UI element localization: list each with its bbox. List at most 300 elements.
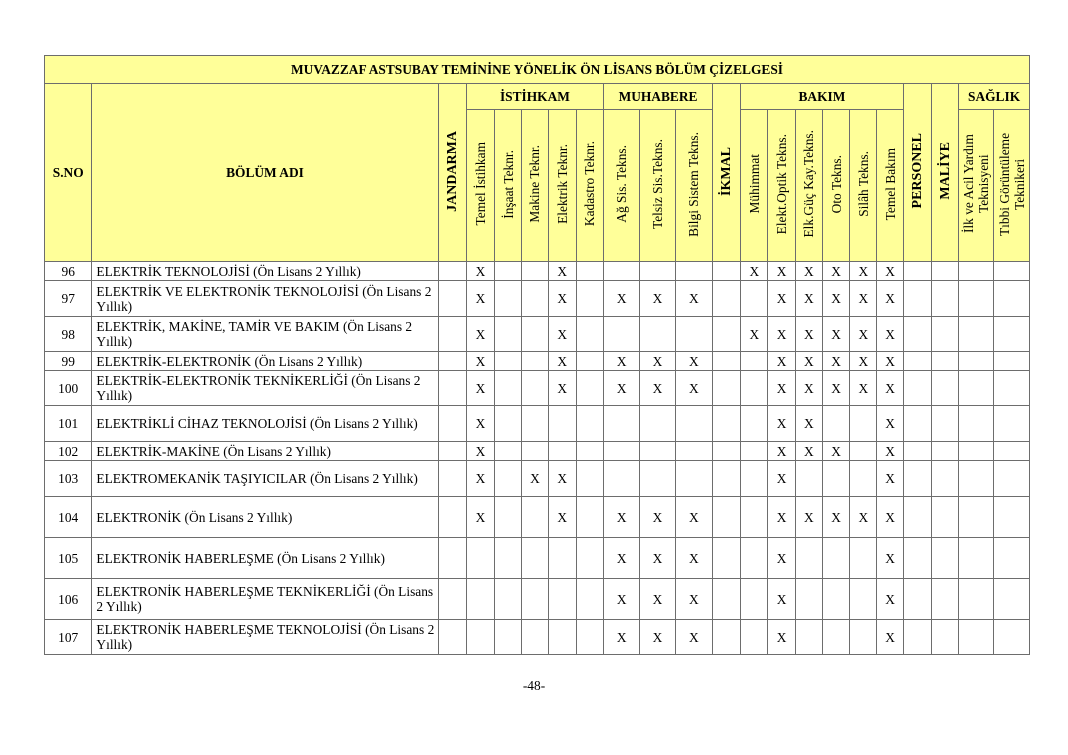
- header-ilk-ve-acil-yardim: İlk ve Acil Yardım Teknisyeni: [959, 110, 994, 262]
- row-mark-cell: [495, 620, 522, 655]
- row-mark-cell: [522, 538, 548, 579]
- row-mark-cell: [576, 281, 603, 317]
- table-row: [45, 281, 1030, 317]
- row-mark-cell: X: [522, 461, 548, 497]
- row-mark-cell: [495, 406, 522, 442]
- row-mark-cell: [466, 620, 494, 655]
- row-mark-cell: [850, 579, 877, 620]
- row-department-name: ELEKTRİK-MAKİNE (Ön Lisans 2 Yıllık): [92, 442, 438, 461]
- row-mark-cell: [712, 406, 740, 442]
- row-mark-cell: [438, 406, 466, 442]
- header-bolum-adi: BÖLÜM ADI: [92, 84, 438, 262]
- row-mark-cell: X: [822, 371, 849, 406]
- row-mark-cell: [994, 317, 1030, 352]
- row-mark-cell: [495, 262, 522, 281]
- row-sno: 103: [45, 461, 92, 497]
- row-mark-cell: [438, 442, 466, 461]
- row-mark-cell: X: [877, 371, 903, 406]
- row-mark-cell: X: [768, 281, 795, 317]
- row-mark-cell: [576, 371, 603, 406]
- row-mark-cell: X: [877, 620, 903, 655]
- row-mark-cell: [903, 538, 931, 579]
- row-mark-cell: [438, 262, 466, 281]
- row-mark-cell: [712, 352, 740, 371]
- row-mark-cell: [850, 620, 877, 655]
- row-mark-cell: X: [548, 262, 576, 281]
- row-mark-cell: X: [877, 442, 903, 461]
- row-department-name: ELEKTRONİK (Ön Lisans 2 Yıllık): [92, 497, 438, 538]
- row-mark-cell: X: [877, 352, 903, 371]
- row-mark-cell: [795, 538, 822, 579]
- row-mark-cell: X: [822, 442, 849, 461]
- header-elk-guc-kay-tekns: Elk.Güç Kay.Tekns.: [795, 110, 822, 262]
- header-bilgi-sistem-tekns: Bilgi Sistem Tekns.: [675, 110, 712, 262]
- row-mark-cell: [604, 461, 640, 497]
- row-mark-cell: [959, 281, 994, 317]
- row-mark-cell: X: [768, 461, 795, 497]
- row-sno: 105: [45, 538, 92, 579]
- table-row: [45, 371, 1030, 406]
- row-mark-cell: [675, 317, 712, 352]
- row-mark-cell: X: [548, 497, 576, 538]
- row-mark-cell: [994, 352, 1030, 371]
- row-mark-cell: [931, 352, 958, 371]
- row-mark-cell: [576, 406, 603, 442]
- row-mark-cell: [712, 442, 740, 461]
- row-mark-cell: [522, 442, 548, 461]
- row-mark-cell: X: [640, 281, 675, 317]
- row-mark-cell: [822, 620, 849, 655]
- row-mark-cell: X: [604, 579, 640, 620]
- row-mark-cell: X: [741, 262, 768, 281]
- row-mark-cell: [850, 442, 877, 461]
- row-mark-cell: [903, 497, 931, 538]
- row-mark-cell: [495, 497, 522, 538]
- row-mark-cell: [931, 317, 958, 352]
- row-mark-cell: X: [604, 497, 640, 538]
- row-mark-cell: [994, 579, 1030, 620]
- row-mark-cell: X: [548, 281, 576, 317]
- row-mark-cell: [931, 281, 958, 317]
- row-mark-cell: [931, 538, 958, 579]
- row-mark-cell: X: [675, 497, 712, 538]
- row-mark-cell: X: [877, 497, 903, 538]
- row-mark-cell: [640, 262, 675, 281]
- row-mark-cell: X: [850, 371, 877, 406]
- row-mark-cell: [495, 538, 522, 579]
- row-mark-cell: [903, 262, 931, 281]
- row-mark-cell: [741, 579, 768, 620]
- row-mark-cell: [712, 371, 740, 406]
- row-mark-cell: [931, 620, 958, 655]
- row-mark-cell: X: [850, 352, 877, 371]
- page-number: -48-: [522, 678, 546, 693]
- row-mark-cell: [576, 442, 603, 461]
- row-department-name: ELEKTRONİK HABERLEŞME TEKNİKERLİĞİ (Ön Lisans 2 Yıllık): [92, 579, 438, 620]
- row-mark-cell: [466, 538, 494, 579]
- row-mark-cell: [903, 281, 931, 317]
- row-mark-cell: X: [768, 579, 795, 620]
- row-mark-cell: X: [877, 406, 903, 442]
- row-mark-cell: [903, 317, 931, 352]
- row-mark-cell: [522, 620, 548, 655]
- row-mark-cell: [576, 579, 603, 620]
- row-mark-cell: X: [548, 371, 576, 406]
- row-mark-cell: X: [466, 352, 494, 371]
- row-mark-cell: X: [548, 317, 576, 352]
- row-mark-cell: [994, 538, 1030, 579]
- row-department-name: ELEKTRONİK HABERLEŞME (Ön Lisans 2 Yıllık): [92, 538, 438, 579]
- table-row: [45, 352, 1030, 371]
- row-department-name: ELEKTRİKLİ CİHAZ TEKNOLOJİSİ (Ön Lisans 2 Yıllık): [92, 406, 438, 442]
- row-mark-cell: [576, 352, 603, 371]
- row-sno: 98: [45, 317, 92, 352]
- row-mark-cell: X: [850, 262, 877, 281]
- row-mark-cell: X: [675, 620, 712, 655]
- row-mark-cell: [741, 352, 768, 371]
- header-jandarma: JANDARMA: [438, 84, 466, 262]
- row-mark-cell: [438, 281, 466, 317]
- row-mark-cell: [548, 538, 576, 579]
- row-mark-cell: [604, 262, 640, 281]
- row-mark-cell: [850, 538, 877, 579]
- row-mark-cell: [640, 317, 675, 352]
- row-mark-cell: [438, 352, 466, 371]
- row-mark-cell: X: [768, 317, 795, 352]
- table-row: [45, 317, 1030, 352]
- row-mark-cell: [712, 317, 740, 352]
- row-mark-cell: X: [795, 352, 822, 371]
- row-mark-cell: X: [466, 317, 494, 352]
- row-mark-cell: [903, 461, 931, 497]
- row-mark-cell: [675, 461, 712, 497]
- row-mark-cell: [576, 497, 603, 538]
- row-mark-cell: [994, 406, 1030, 442]
- row-mark-cell: [994, 281, 1030, 317]
- row-mark-cell: [712, 262, 740, 281]
- row-mark-cell: [548, 406, 576, 442]
- row-mark-cell: X: [466, 442, 494, 461]
- row-department-name: ELEKTRİK-ELEKTRONİK (Ön Lisans 2 Yıllık): [92, 352, 438, 371]
- row-mark-cell: [522, 262, 548, 281]
- row-mark-cell: [959, 579, 994, 620]
- row-mark-cell: X: [768, 442, 795, 461]
- row-sno: 101: [45, 406, 92, 442]
- row-mark-cell: X: [877, 281, 903, 317]
- row-department-name: ELEKTRİK, MAKİNE, TAMİR VE BAKIM (Ön Lisans 2 Yıllık): [92, 317, 438, 352]
- group-istihkam: İSTİHKAM: [466, 84, 603, 110]
- row-department-name: ELEKTRİK VE ELEKTRONİK TEKNOLOJİSİ (Ön Lisans 2 Yıllık): [92, 281, 438, 317]
- row-mark-cell: [675, 406, 712, 442]
- row-mark-cell: [994, 620, 1030, 655]
- table-title: MUVAZZAF ASTSUBAY TEMİNİNE YÖNELİK ÖN LİSANS BÖLÜM ÇİZELGESİ: [45, 56, 1030, 84]
- row-sno: 100: [45, 371, 92, 406]
- row-mark-cell: [959, 461, 994, 497]
- row-mark-cell: [903, 371, 931, 406]
- row-mark-cell: [959, 406, 994, 442]
- row-mark-cell: X: [850, 497, 877, 538]
- row-mark-cell: [741, 371, 768, 406]
- header-elektrik-teknr: Elektrik Teknr.: [548, 110, 576, 262]
- row-mark-cell: X: [768, 352, 795, 371]
- row-mark-cell: [931, 579, 958, 620]
- row-mark-cell: X: [640, 497, 675, 538]
- row-mark-cell: X: [795, 281, 822, 317]
- header-personel: PERSONEL: [903, 84, 931, 262]
- row-mark-cell: [822, 461, 849, 497]
- row-mark-cell: X: [604, 281, 640, 317]
- row-mark-cell: [438, 371, 466, 406]
- row-mark-cell: [576, 620, 603, 655]
- table-row: [45, 406, 1030, 442]
- row-mark-cell: [822, 538, 849, 579]
- row-mark-cell: X: [466, 371, 494, 406]
- row-mark-cell: X: [795, 497, 822, 538]
- row-mark-cell: X: [466, 281, 494, 317]
- row-mark-cell: X: [466, 461, 494, 497]
- header-muhimmat: Mühimmat: [741, 110, 768, 262]
- row-sno: 106: [45, 579, 92, 620]
- row-mark-cell: [495, 281, 522, 317]
- row-department-name: ELEKTRİK-ELEKTRONİK TEKNİKERLİĞİ (Ön Lisans 2 Yıllık): [92, 371, 438, 406]
- row-mark-cell: X: [548, 461, 576, 497]
- row-mark-cell: X: [466, 406, 494, 442]
- row-mark-cell: [959, 620, 994, 655]
- table-row: [45, 442, 1030, 461]
- header-kadastro-teknr: Kadastro Teknr.: [576, 110, 603, 262]
- row-mark-cell: X: [640, 371, 675, 406]
- row-mark-cell: [438, 579, 466, 620]
- header-ikmal: İKMAL: [712, 84, 740, 262]
- row-mark-cell: [522, 281, 548, 317]
- row-mark-cell: [741, 406, 768, 442]
- row-mark-cell: [438, 620, 466, 655]
- row-mark-cell: X: [768, 538, 795, 579]
- row-mark-cell: [522, 579, 548, 620]
- row-mark-cell: X: [675, 371, 712, 406]
- row-sno: 99: [45, 352, 92, 371]
- row-mark-cell: X: [795, 262, 822, 281]
- row-mark-cell: X: [640, 579, 675, 620]
- row-mark-cell: [931, 262, 958, 281]
- row-mark-cell: [903, 352, 931, 371]
- row-mark-cell: [495, 579, 522, 620]
- group-muhabere: MUHABERE: [604, 84, 713, 110]
- row-mark-cell: X: [640, 620, 675, 655]
- row-mark-cell: [640, 442, 675, 461]
- row-mark-cell: [959, 442, 994, 461]
- row-mark-cell: [522, 406, 548, 442]
- row-mark-cell: X: [795, 406, 822, 442]
- row-mark-cell: X: [548, 352, 576, 371]
- row-mark-cell: [959, 262, 994, 281]
- row-mark-cell: X: [741, 317, 768, 352]
- row-mark-cell: [959, 371, 994, 406]
- row-department-name: ELEKTRİK TEKNOLOJİSİ (Ön Lisans 2 Yıllık): [92, 262, 438, 281]
- row-mark-cell: [795, 579, 822, 620]
- row-mark-cell: [931, 461, 958, 497]
- row-mark-cell: [741, 281, 768, 317]
- row-mark-cell: X: [466, 497, 494, 538]
- row-mark-cell: X: [850, 281, 877, 317]
- header-makine-teknr: Makine Teknr.: [522, 110, 548, 262]
- row-mark-cell: X: [768, 620, 795, 655]
- row-mark-cell: X: [877, 538, 903, 579]
- row-mark-cell: [466, 579, 494, 620]
- row-mark-cell: X: [466, 262, 494, 281]
- row-mark-cell: [994, 461, 1030, 497]
- row-mark-cell: X: [604, 352, 640, 371]
- row-mark-cell: [994, 497, 1030, 538]
- header-maliye: MALİYE: [931, 84, 958, 262]
- row-mark-cell: [903, 406, 931, 442]
- row-mark-cell: [959, 497, 994, 538]
- department-table: [44, 55, 1030, 655]
- row-mark-cell: X: [604, 371, 640, 406]
- row-mark-cell: [903, 620, 931, 655]
- row-mark-cell: [438, 317, 466, 352]
- row-mark-cell: X: [795, 442, 822, 461]
- row-mark-cell: X: [640, 538, 675, 579]
- header-telsiz-sis-tekns: Telsiz Sis.Tekns.: [640, 110, 675, 262]
- row-mark-cell: [994, 371, 1030, 406]
- row-mark-cell: [903, 442, 931, 461]
- row-mark-cell: X: [768, 406, 795, 442]
- row-mark-cell: [931, 371, 958, 406]
- table-row: [45, 262, 1030, 281]
- row-sno: 96: [45, 262, 92, 281]
- header-sno: S.NO: [45, 84, 92, 262]
- table-row: [45, 620, 1030, 655]
- row-mark-cell: X: [675, 352, 712, 371]
- row-mark-cell: [741, 538, 768, 579]
- row-mark-cell: [741, 461, 768, 497]
- row-mark-cell: [959, 538, 994, 579]
- row-mark-cell: [712, 497, 740, 538]
- header-temel-istihkam: Temel İstihkam: [466, 110, 494, 262]
- row-mark-cell: X: [822, 317, 849, 352]
- table-row: [45, 497, 1030, 538]
- row-mark-cell: [675, 262, 712, 281]
- group-bakim: BAKIM: [741, 84, 903, 110]
- row-mark-cell: X: [795, 371, 822, 406]
- row-mark-cell: [741, 620, 768, 655]
- row-mark-cell: [931, 497, 958, 538]
- row-mark-cell: [438, 538, 466, 579]
- row-mark-cell: [604, 406, 640, 442]
- row-mark-cell: [994, 442, 1030, 461]
- row-mark-cell: X: [604, 620, 640, 655]
- row-mark-cell: X: [604, 538, 640, 579]
- row-mark-cell: X: [822, 497, 849, 538]
- header-ag-sis-tekns: Ağ Sis. Tekns.: [604, 110, 640, 262]
- row-mark-cell: [522, 352, 548, 371]
- table-row: [45, 579, 1030, 620]
- header-silah-tekns: Silâh Tekns.: [850, 110, 877, 262]
- row-mark-cell: [931, 442, 958, 461]
- row-mark-cell: X: [877, 317, 903, 352]
- row-mark-cell: [822, 579, 849, 620]
- row-mark-cell: X: [877, 262, 903, 281]
- row-mark-cell: [522, 317, 548, 352]
- table-row: [45, 538, 1030, 579]
- row-sno: 102: [45, 442, 92, 461]
- table-body: [45, 262, 1030, 655]
- row-mark-cell: [522, 371, 548, 406]
- row-mark-cell: [795, 461, 822, 497]
- row-mark-cell: [712, 461, 740, 497]
- row-mark-cell: X: [822, 262, 849, 281]
- row-mark-cell: X: [640, 352, 675, 371]
- row-mark-cell: X: [822, 352, 849, 371]
- row-mark-cell: [438, 461, 466, 497]
- header-temel-bakim: Temel Bakım: [877, 110, 903, 262]
- row-mark-cell: X: [822, 281, 849, 317]
- row-mark-cell: [576, 262, 603, 281]
- row-mark-cell: [675, 442, 712, 461]
- row-mark-cell: [903, 579, 931, 620]
- row-mark-cell: [850, 461, 877, 497]
- row-department-name: ELEKTROMEKANİK TAŞIYICILAR (Ön Lisans 2 Yıllık): [92, 461, 438, 497]
- row-mark-cell: [495, 317, 522, 352]
- row-mark-cell: [959, 317, 994, 352]
- row-mark-cell: [741, 497, 768, 538]
- row-mark-cell: [576, 461, 603, 497]
- row-mark-cell: [741, 442, 768, 461]
- row-mark-cell: X: [768, 371, 795, 406]
- row-mark-cell: X: [675, 538, 712, 579]
- row-mark-cell: [712, 538, 740, 579]
- row-sno: 107: [45, 620, 92, 655]
- row-mark-cell: X: [877, 461, 903, 497]
- row-mark-cell: [959, 352, 994, 371]
- row-mark-cell: [438, 497, 466, 538]
- header-tibbi-goruntuleme: Tıbbi Görüntüleme Teknikeri: [994, 110, 1030, 262]
- row-mark-cell: [822, 406, 849, 442]
- header-elekt-optik-tekns: Elekt.Optik Tekns.: [768, 110, 795, 262]
- row-mark-cell: [576, 538, 603, 579]
- row-sno: 104: [45, 497, 92, 538]
- row-mark-cell: [548, 442, 576, 461]
- row-mark-cell: [522, 497, 548, 538]
- row-mark-cell: [495, 461, 522, 497]
- row-mark-cell: X: [877, 579, 903, 620]
- row-mark-cell: [994, 262, 1030, 281]
- row-mark-cell: [931, 406, 958, 442]
- row-sno: 97: [45, 281, 92, 317]
- table-row: [45, 461, 1030, 497]
- row-mark-cell: [495, 442, 522, 461]
- row-mark-cell: [548, 620, 576, 655]
- row-mark-cell: X: [675, 281, 712, 317]
- row-mark-cell: [548, 579, 576, 620]
- row-mark-cell: X: [768, 497, 795, 538]
- row-mark-cell: [640, 406, 675, 442]
- row-mark-cell: [712, 620, 740, 655]
- row-mark-cell: [795, 620, 822, 655]
- row-department-name: ELEKTRONİK HABERLEŞME TEKNOLOJİSİ (Ön Lisans 2 Yıllık): [92, 620, 438, 655]
- row-mark-cell: X: [768, 262, 795, 281]
- row-mark-cell: [712, 579, 740, 620]
- row-mark-cell: [604, 442, 640, 461]
- row-mark-cell: [604, 317, 640, 352]
- row-mark-cell: [712, 281, 740, 317]
- row-mark-cell: [850, 406, 877, 442]
- row-mark-cell: X: [850, 317, 877, 352]
- group-saglik: SAĞLIK: [959, 84, 1030, 110]
- row-mark-cell: [576, 317, 603, 352]
- row-mark-cell: [640, 461, 675, 497]
